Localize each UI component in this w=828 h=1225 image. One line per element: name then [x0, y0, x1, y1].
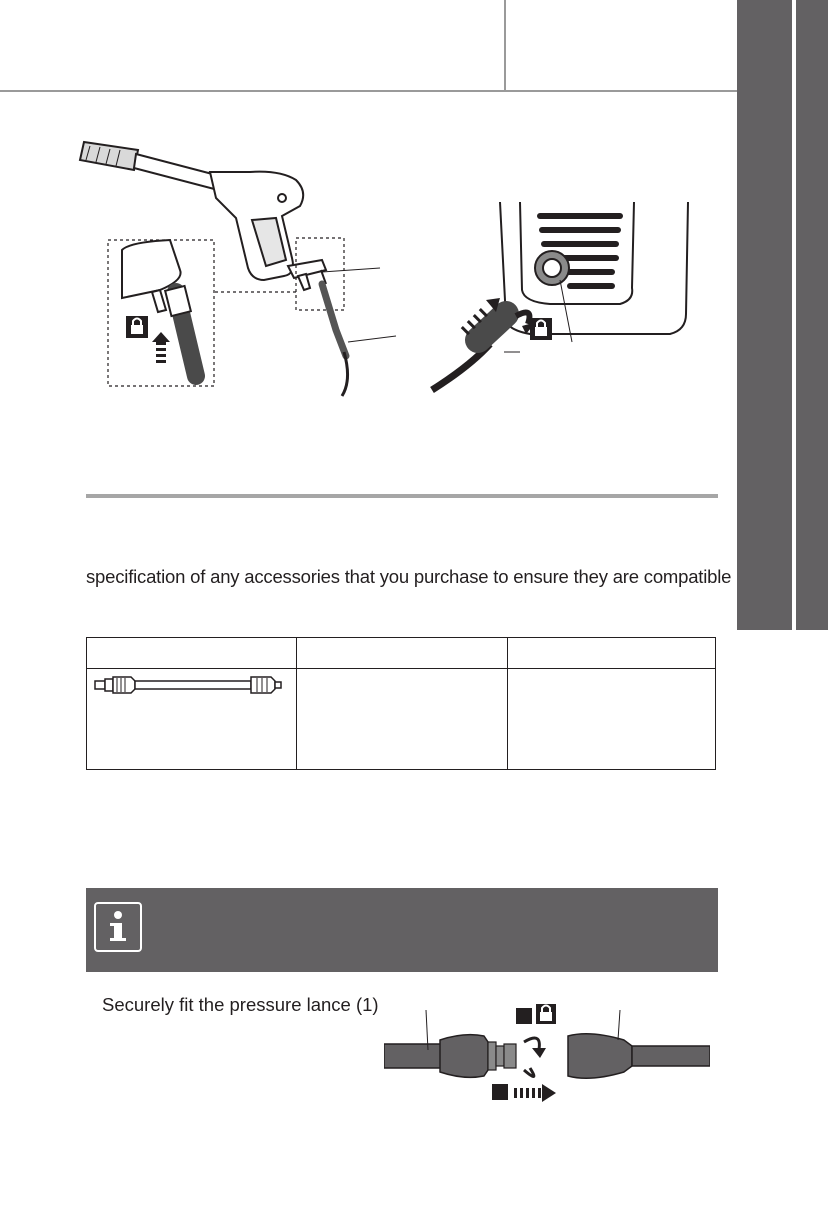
info-icon: [94, 902, 142, 952]
trigger-gun: [80, 142, 326, 290]
table-cell-image: [87, 669, 297, 770]
lance-coupling-illustration: [384, 1000, 710, 1110]
table-header-cell: [87, 638, 297, 669]
accessories-spec-text: specification of any accessories that you purchase to ensure they are compatible: [86, 566, 732, 587]
extension-lance-image: [87, 669, 287, 701]
lock-icon-machine: [530, 318, 552, 340]
assembly-illustration: [60, 120, 720, 410]
info-note-bar: [86, 888, 718, 972]
side-tab-chapter: [737, 0, 792, 630]
table-header-cell: [297, 638, 508, 669]
accessories-table: [86, 637, 716, 770]
lock-icon-inset: [126, 316, 148, 338]
header-divider: [0, 90, 737, 92]
table-header-row: [87, 638, 716, 669]
side-tab-language: [796, 0, 828, 630]
table-cell: [508, 669, 716, 770]
table-cell: [297, 669, 508, 770]
lock-icon-coupling: [536, 1004, 556, 1024]
header-column-divider: [504, 0, 506, 91]
lance-instruction-text: Securely fit the pressure lance (1): [102, 994, 379, 1015]
section-divider: [86, 494, 718, 498]
table-header-cell: [508, 638, 716, 669]
table-row: [87, 669, 716, 770]
